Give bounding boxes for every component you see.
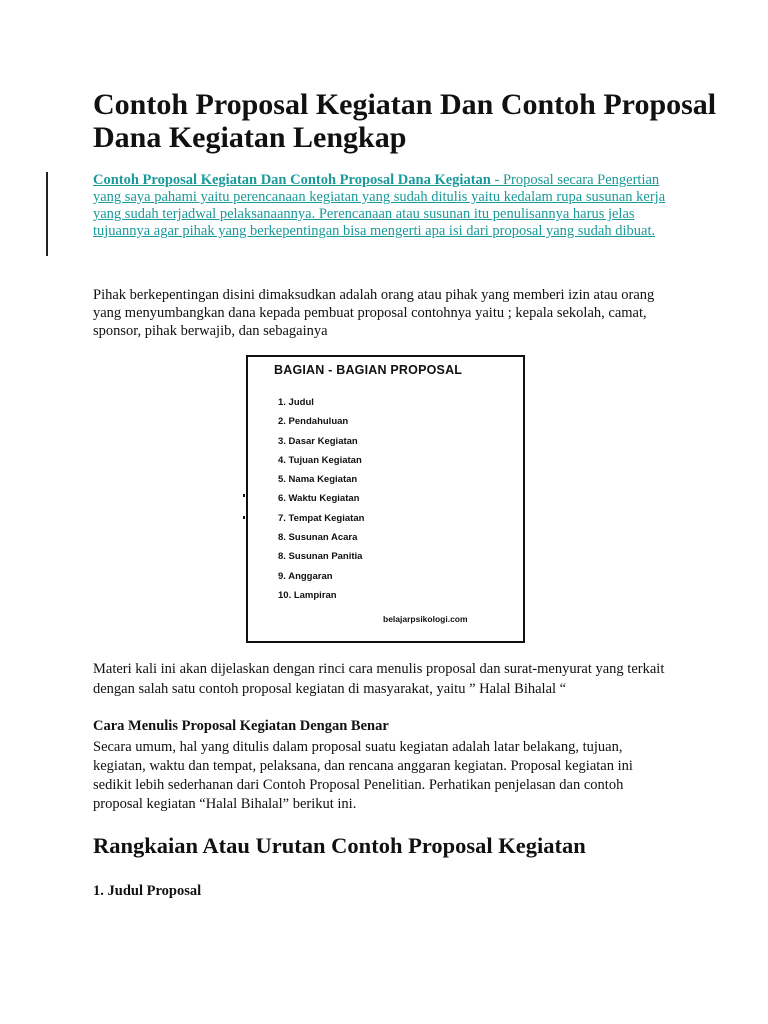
stray-mark xyxy=(243,494,245,497)
figure-list-item: 2. Pendahuluan xyxy=(278,416,349,428)
figure-list-item: 8. Susunan Panitia xyxy=(278,551,363,563)
figure-list-item: 7. Tempat Kegiatan xyxy=(278,512,365,524)
figure-list-item: 8. Susunan Acara xyxy=(278,532,358,544)
figure-list-item: 4. Tujuan Kegiatan xyxy=(278,454,362,466)
change-bar xyxy=(46,172,48,256)
figure-list xyxy=(278,397,364,609)
subheading: Cara Menulis Proposal Kegiatan Dengan Benar xyxy=(93,718,389,734)
intro-paragraph xyxy=(93,172,683,240)
general-paragraph: Secara umum, hal yang ditulis dalam proposal suatu kegiatan adalah latar belakang, tujuan, kegiatan, waktu dan tempat, pelaksana, dan rencana anggaran kegiatan. Proposal kegiatan ini sedikit lebih sederhanan dari Contoh Proposal Penelitian. Perhatikan penjelasan dan contoh proposal kegiatan “Halal Bihalal” berikut ini. xyxy=(93,739,633,812)
section-heading: Rangkaian Atau Urutan Contoh Proposal Kegiatan xyxy=(93,833,586,858)
figure-source: belajarpsikologi.com xyxy=(383,614,468,624)
intro-link-bold[interactable]: Contoh Proposal Kegiatan Dan Contoh Proposal Dana Kegiatan xyxy=(93,172,491,188)
stray-mark xyxy=(243,516,245,519)
figure-list-item: 3. Dasar Kegiatan xyxy=(278,435,358,447)
material-paragraph: Materi kali ini akan dijelaskan dengan rinci cara menulis proposal dan surat-menyurat yang terkait dengan salah satu contoh proposal kegiatan di masyarakat, yaitu ” Halal Bihalal “ xyxy=(93,661,665,697)
page-title: Contoh Proposal Kegiatan Dan Contoh Proposal Dana Kegiatan Lengkap xyxy=(93,88,717,154)
stakeholders-paragraph: Pihak berkepentingan disini dimaksudkan adalah orang atau pihak yang memberi izin atau orang yang menyumbangkan dana kepada pembuat proposal contohnya yaitu ; kepala sekolah, camat, sponsor, pihak berwajib, dan sebagainya xyxy=(93,287,655,339)
item-heading: 1. Judul Proposal xyxy=(93,883,202,899)
figure-list-item: 10. Lampiran xyxy=(278,589,337,601)
proposal-parts-figure xyxy=(246,355,525,643)
figure-list-item: 5. Nama Kegiatan xyxy=(278,474,358,486)
figure-list-item: 1. Judul xyxy=(278,397,314,408)
intro-link-text[interactable]: - Proposal secara Pengertian yang saya pahami yaitu perencanaan kegiatan yang sudah ditulis yaitu kedalam rupa susunan kerja yang sudah terjadwal pelaksanaannya. Perencanaan atau susunan itu penulisannya harus jelas tujuannya agar pihak yang berkepentingan bisa mengerti apa isi dari proposal yang sudah dibuat. xyxy=(93,172,666,239)
figure-list-item: 6. Waktu Kegiatan xyxy=(278,493,360,505)
figure-list-item: 9. Anggaran xyxy=(278,570,333,582)
figure-title: BAGIAN - BAGIAN PROPOSAL xyxy=(274,363,463,377)
